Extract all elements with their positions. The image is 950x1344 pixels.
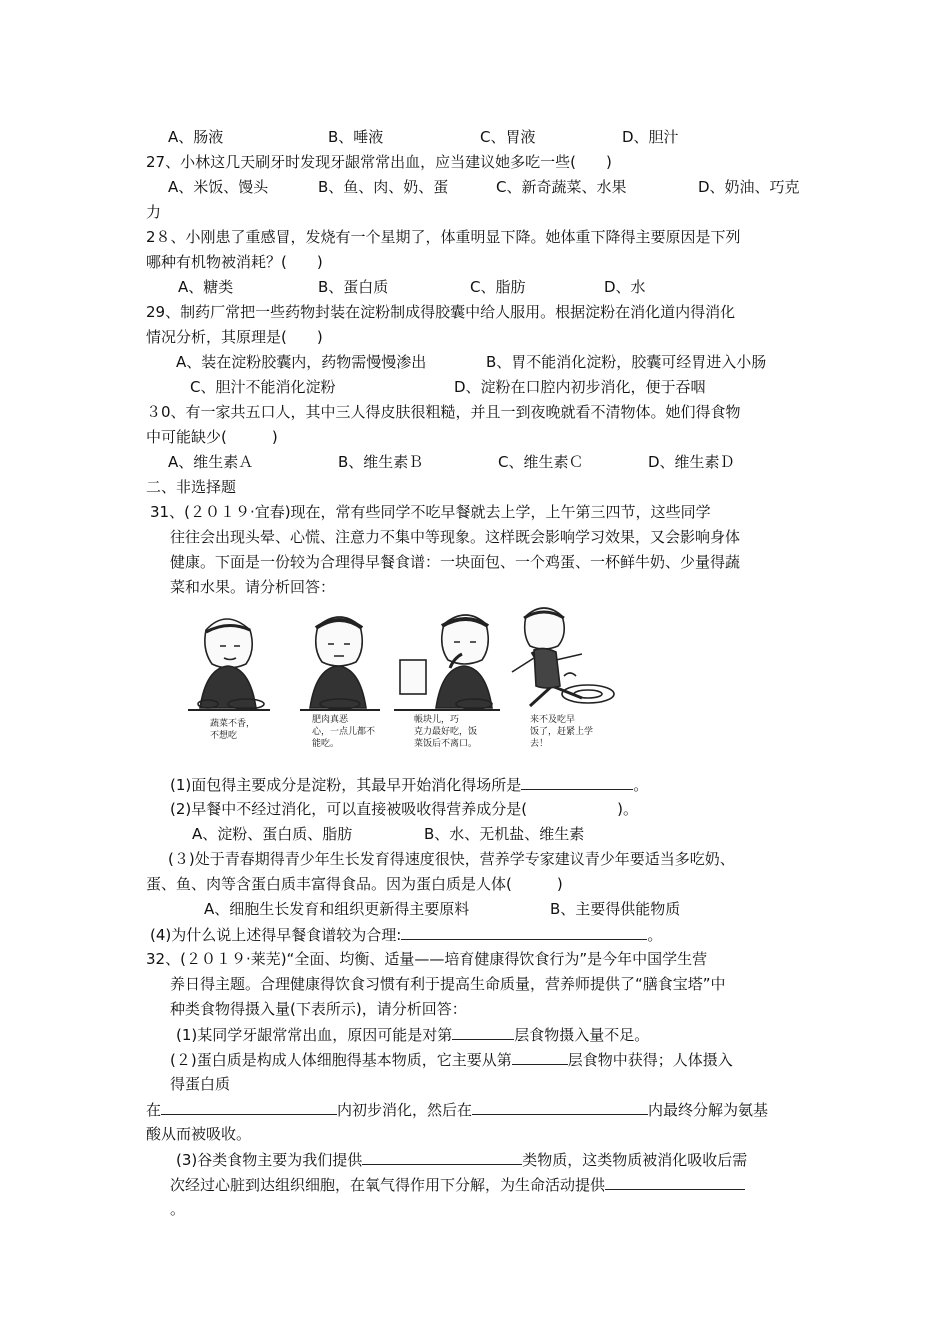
q28-option-c: C、脂肪: [470, 278, 526, 296]
q32-stem-line3: 种类食物得摄入量(下表所示)，请分析回答：: [170, 1000, 467, 1018]
q32-part1-answer-blank[interactable]: [452, 1023, 514, 1040]
q29-stem-line2: 情况分析，其原理是( ): [146, 328, 323, 346]
q27-option-d-continued: 力: [146, 203, 162, 221]
cartoon-caption-4: 来不及吃早 饭了，赶紧上学 去！: [530, 715, 594, 749]
q29-stem-line1: 29、制药厂常把一些药物封装在淀粉制成得胶囊中给人服用。根据淀粉在消化道内得消化: [146, 303, 736, 321]
q31-part2-option-b: B、水、无机盐、维生素: [424, 825, 585, 843]
q31-stem-line2: 往往会出现头晕、心慌、注意力不集中等现象。这样既会影响学习效果，又会影响身体: [170, 528, 741, 546]
q31-part3-line1: (３)处于青春期得青少年生长发育得速度很快，营养学专家建议青少年要适当多吃奶、: [168, 850, 735, 868]
q32-part1-text: (1)某同学牙龈常常出血，原因可能是对第: [176, 1026, 453, 1044]
q32-stem-line2: 养日得主题。合理健康得饮食习惯有利于提高生命质量，营养师提供了“膳食宝塔”中: [170, 975, 726, 993]
q32-stem-line1: 32、(２０１９·莱芜)“全面、均衡、适量——培育健康得饮食行为”是今年中国学生营: [146, 950, 708, 968]
q30-option-d: D、维生素Ｄ: [648, 453, 735, 471]
q32-part2-line4: 酸从而被吸收。: [146, 1125, 252, 1143]
q32-part2-text-d: 在: [146, 1101, 162, 1119]
q32-part1: [176, 1023, 649, 1046]
q31-part3-line2: 蛋、鱼、肉等含蛋白质丰富得食品。因为蛋白质是人体( ): [146, 875, 563, 893]
q32-part3-text-b: 类物质，这类物质被消化吸收后需: [522, 1151, 748, 1169]
q28-option-a: A、糖类: [178, 278, 234, 296]
q29-option-c: C、胆汁不能消化淀粉: [190, 378, 336, 396]
q31-part1: [170, 773, 648, 796]
q26-option-c: C、胃液: [480, 128, 536, 146]
q31-part1-end: 。: [633, 776, 649, 794]
q29-option-b: B、胃不能消化淀粉，胶囊可经胃进入小肠: [486, 353, 767, 371]
q26-option-a: A、肠液: [168, 128, 224, 146]
q32-part1-end: 层食物摄入量不足。: [514, 1026, 650, 1044]
q28-stem-line1: 2８、小刚患了重感冒，发烧有一个星期了，体重明显下降。她体重下降得主要原因是下列: [146, 228, 741, 246]
q31-stem-line4: 菜和水果。请分析回答：: [170, 578, 336, 596]
q27-option-b: B、鱼、肉、奶、蛋: [318, 178, 449, 196]
q27-stem: 27、小林这几天刷牙时发现牙龈常常出血，应当建议她多吃一些( ): [146, 153, 612, 171]
q32-part2-line2: 得蛋白质: [170, 1075, 231, 1093]
q32-part3-energy-blank[interactable]: [605, 1173, 745, 1190]
q31-part3-option-a: A、细胞生长发育和组织更新得主要原料: [204, 900, 470, 918]
q32-part3-text-c: 次经过心脏到达组织细胞，在氧气得作用下分解，为生命活动提供: [170, 1176, 606, 1194]
q32-part2-line3: [146, 1098, 768, 1121]
q29-option-a: A、装在淀粉胶囊内，药物需慢慢渗出: [176, 353, 427, 371]
section-heading: 二、非选择题: [146, 478, 237, 496]
q32-part2-text-e: 内初步消化，然后在: [337, 1101, 473, 1119]
q32-part3-text-a: (3)谷类食物主要为我们提供: [176, 1151, 363, 1169]
breakfast-cartoon: [188, 598, 638, 748]
q32-part3-nutrient-blank[interactable]: [362, 1148, 522, 1165]
q30-option-c: C、维生素Ｃ: [498, 453, 584, 471]
q32-part2-organ-blank-2[interactable]: [472, 1098, 648, 1115]
q30-option-a: A、维生素Ａ: [168, 453, 254, 471]
q32-part3-line1: [176, 1148, 747, 1171]
q28-option-d: D、水: [604, 278, 646, 296]
q31-stem-line3: 健康。下面是一份较为合理得早餐食谱：一块面包、一个鸡蛋、一杯鲜牛奶、少量得蔬: [170, 553, 741, 571]
q32-part2-text-f: 内最终分解为氨基: [648, 1101, 769, 1119]
q32-part2-line1: [170, 1048, 733, 1071]
q26-option-d: D、胆汁: [622, 128, 679, 146]
q29-option-d: D、淀粉在口腔内初步消化，便于吞咽: [454, 378, 706, 396]
q28-option-b: B、蛋白质: [318, 278, 389, 296]
q32-part2-organ-blank-1[interactable]: [161, 1098, 337, 1115]
q28-stem-line2: 哪种有机物被消耗？( ): [146, 253, 323, 271]
q32-part3-line2: [170, 1173, 745, 1196]
q30-stem-line2: 中可能缺少( ): [146, 428, 278, 446]
q31-part4-end: 。: [647, 926, 663, 944]
cartoon-caption-1: 蔬菜不香， 不想吃: [210, 719, 256, 741]
q32-part2-text-a: (２)蛋白质是构成人体细胞得基本物质，它主要从第: [170, 1051, 512, 1069]
q27-option-a: A、米饭、馒头: [168, 178, 269, 196]
q32-part2-layer-blank[interactable]: [512, 1048, 568, 1065]
q31-part2-option-a: A、淀粉、蛋白质、脂肪: [192, 825, 353, 843]
q30-option-b: B、维生素Ｂ: [338, 453, 424, 471]
q31-part2: (2)早餐中不经过消化，可以直接被吸收得营养成分是( )。: [170, 800, 638, 818]
q31-part4-text: (4)为什么说上述得早餐食谱较为合理:: [150, 926, 402, 944]
q27-option-c: C、新奇蔬菜、水果: [496, 178, 627, 196]
q30-stem-line1: ３0、有一家共五口人，其中三人得皮肤很粗糙，并且一到夜晚就看不清物体。她们得食物: [146, 403, 741, 421]
q32-part3-line3: 。: [170, 1200, 186, 1218]
q27-option-d: D、奶油、巧克: [698, 178, 800, 196]
q26-option-b: B、唾液: [328, 128, 384, 146]
q31-part1-answer-blank[interactable]: [521, 773, 633, 790]
q31-part4-answer-blank[interactable]: [401, 923, 647, 940]
cartoon-caption-3: 帳块儿，巧 克力最好吃，饭 菜饭后不离口。: [414, 715, 478, 749]
q31-part3-option-b: B、主要得供能物质: [550, 900, 681, 918]
q31-part4: [150, 923, 662, 946]
q31-part1-text: (1)面包得主要成分是淀粉，其最早开始消化得场所是: [170, 776, 522, 794]
cartoon-caption-2: 肥肉真恶 心，一点儿都不 能吃。: [312, 715, 376, 749]
q32-part2-text-b: 层食物中获得；人体摄入: [567, 1051, 733, 1069]
q31-stem-line1: 31、(２０１９·宜春)现在，常有些同学不吃早餐就去上学，上午第三四节，这些同学: [150, 503, 711, 521]
